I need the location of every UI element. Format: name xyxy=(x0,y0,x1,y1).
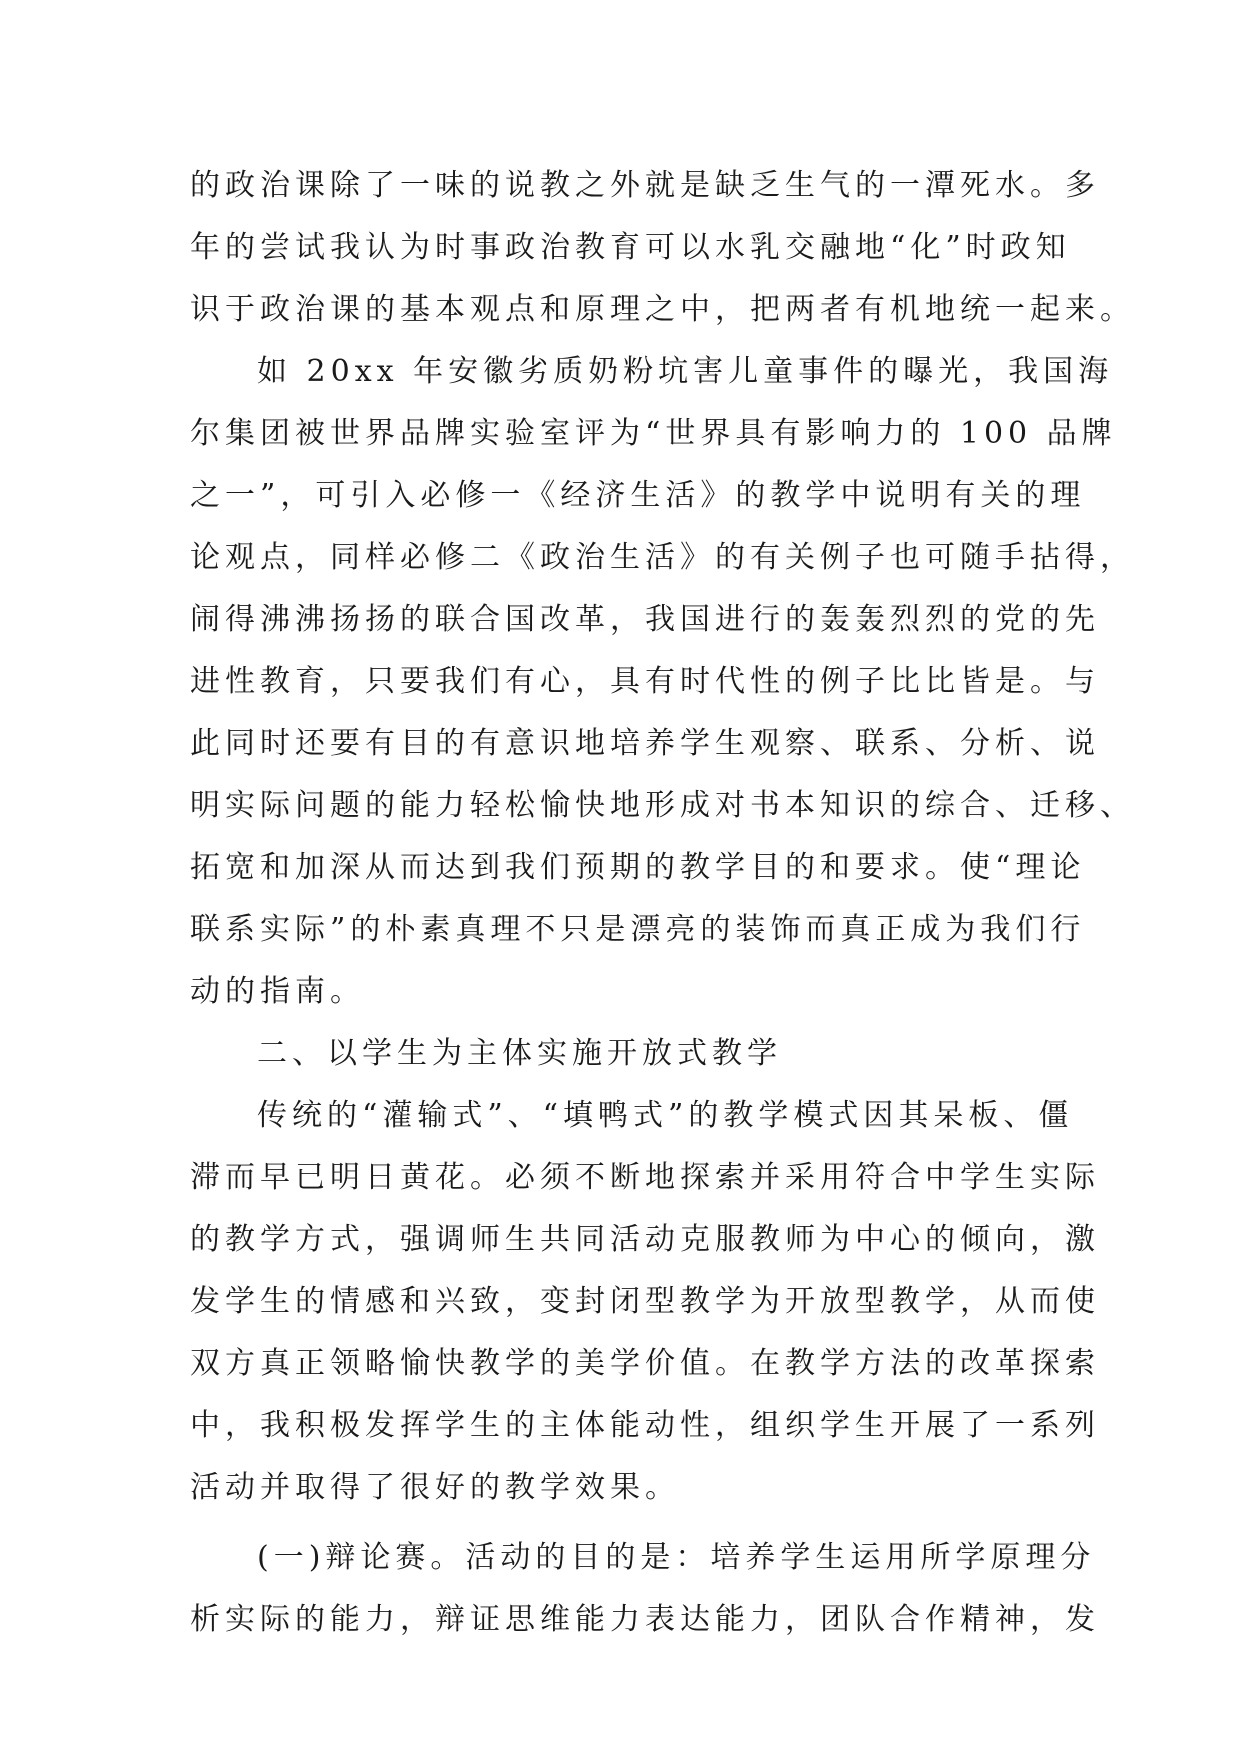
text-line: 滞而早已明日黄花。必须不断地探索并采用符合中学生实际 xyxy=(190,1160,1100,1195)
text-line: 中，我积极发挥学生的主体能动性，组织学生开展了一系列 xyxy=(190,1408,1100,1443)
paragraph-first-line: 如 20xx 年安徽劣质奶粉坑害儿童事件的曝光，我国海 xyxy=(257,354,1114,389)
text-line: 年的尝试我认为时事政治教育可以水乳交融地“化”时政知 xyxy=(190,230,1071,265)
text-line: 之一”，可引入必修一《经济生活》的教学中说明有关的理 xyxy=(190,478,1086,513)
text-line: 闹得沸沸扬扬的联合国改革，我国进行的轰轰烈烈的党的先 xyxy=(190,602,1100,637)
text-line: 动的指南。 xyxy=(190,974,365,1009)
paragraph-first-line: 传统的“灌输式”、“填鸭式”的教学模式因其呆板、僵 xyxy=(257,1098,1074,1133)
text-line: 析实际的能力，辩证思维能力表达能力，团队合作精神，发 xyxy=(190,1602,1100,1637)
section-heading: 二、以学生为主体实施开放式教学 xyxy=(257,1036,782,1071)
text-line: 论观点，同样必修二《政治生活》的有关例子也可随手拈得， xyxy=(190,540,1135,575)
paragraph-first-line: (一)辩论赛。活动的目的是：培养学生运用所学原理分 xyxy=(257,1540,1096,1575)
text-line: 双方真正领略愉快教学的美学价值。在教学方法的改革探索 xyxy=(190,1346,1100,1381)
text-line: 发学生的情感和兴致，变封闭型教学为开放型教学，从而使 xyxy=(190,1284,1100,1319)
text-line: 识于政治课的基本观点和原理之中，把两者有机地统一起来。 xyxy=(190,292,1135,327)
text-line: 拓宽和加深从而达到我们预期的教学目的和要求。使“理论 xyxy=(190,850,1086,885)
text-line: 尔集团被世界品牌实验室评为“世界具有影响力的 100 品牌 xyxy=(190,416,1117,451)
text-line: 明实际问题的能力轻松愉快地形成对书本知识的综合、迁移、 xyxy=(190,788,1135,823)
text-line: 进性教育，只要我们有心，具有时代性的例子比比皆是。与 xyxy=(190,664,1100,699)
text-line: 的教学方式，强调师生共同活动克服教师为中心的倾向，激 xyxy=(190,1222,1100,1257)
text-line: 联系实际”的朴素真理不只是漂亮的装饰而真正成为我们行 xyxy=(190,912,1086,947)
text-line: 活动并取得了很好的教学效果。 xyxy=(190,1470,680,1505)
text-line: 的政治课除了一味的说教之外就是缺乏生气的一潭死水。多 xyxy=(190,168,1100,203)
text-line: 此同时还要有目的有意识地培养学生观察、联系、分析、说 xyxy=(190,726,1100,761)
body-text xyxy=(190,155,1135,1651)
